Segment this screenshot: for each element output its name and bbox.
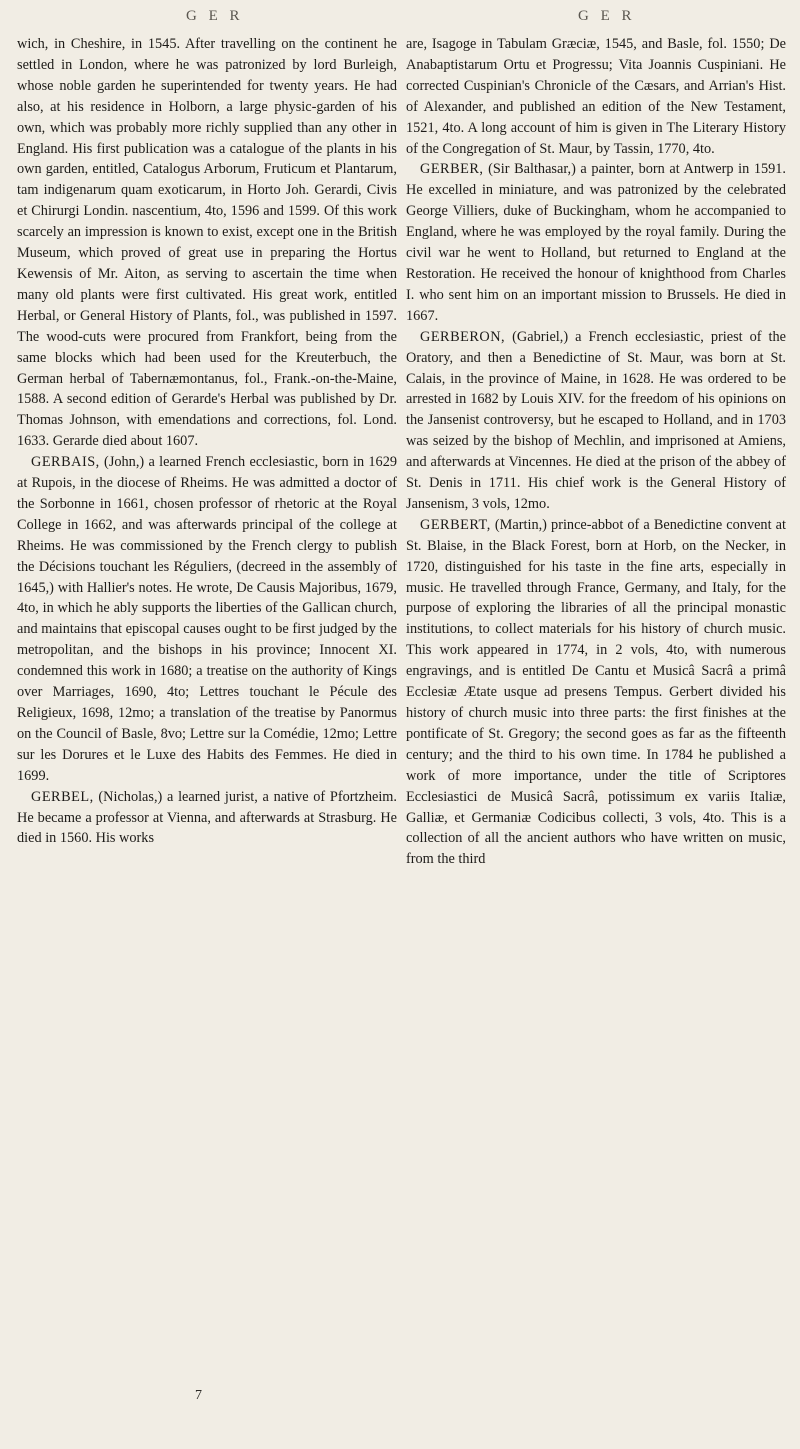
running-head-left: G E R — [186, 8, 244, 24]
right-column — [406, 34, 786, 870]
headword: GERBAIS, — [31, 454, 100, 471]
entry-text: (Sir Balthasar,) a painter, born at Antwerp in 1591. He excelled in miniature, and was patronized by the celebrated George Villiers, duke of Buckingham, whom he accompanied to England, where he was employed by the royal family. During the civil war he went to Holland, but returned to England at the Restoration. He received the honour of knighthood from Charles I. who sent him on an important mission to Brussels. He died in 1667. — [406, 161, 786, 324]
continuation-paragraph: wich, in Cheshire, in 1545. After travelling on the continent he settled in London, where he was patronized by lord Burleigh, whose noble garden he superintended for twenty years. He had also, at his residence in Holborn, a large physic-garden of his own, which was probably more richly supplied than any other in England. His first publication was a catalogue of the plants in his own garden, entitled, Catalogus Arborum, Fruticum et Plantarum, tam indigenarum quam exoticarum, in Horto Joh. Gerardi, Civis et Chirurgi Londin. nascentium, 4to, 1596 and 1599. Of this work scarcely an impression is known to exist, except one in the British Museum, which proved of great use in preparing the Hortus Kewensis of Mr. Aiton, as serving to ascertain the time when many old plants were first cultivated. His great work, entitled Herbal, or General History of Plants, fol., was published in 1597. The wood-cuts were procured from Frankfort, being from the same blocks which had been used for the Kreuterbuch, the German herbal of Tabernæmontanus, fol., Frank.-on-the-Maine, 1588. A second edition of Gerarde's Herbal was published by Dr. Thomas Johnson, with emendations and corrections, fol. Lond. 1633. Gerarde died about 1607. — [17, 36, 397, 450]
headword: GERBERT, — [420, 516, 491, 533]
entry-text: (Gabriel,) a French ecclesiastic, priest of the Oratory, and then a Benedictine of St. Maur, was born at St. Calais, in the province of Maine, in 1628. He was ordered to be arrested in 1682 by Louis XIV. for the freedom of his opinions on the Jansenist controversy, but he escaped to Holland, and in 1703 was seized by the bishop of Mechlin, and imprisoned at Amiens, and afterwards at Vincennes. He died at the prison of the abbey of St. Denis in 1711. His chief work is the General History of Jansenism, 3 vols, 12mo. — [406, 328, 786, 512]
running-head-right: G E R — [578, 8, 636, 24]
headword: GERBEL, — [31, 788, 94, 805]
entry-text: (Nicholas,) a learned jurist, a native of Pfortzheim. He became a professor at Vienna, and afterwards at Strasburg. He died in 1560. His works — [17, 788, 397, 847]
entry-gerberon — [406, 327, 786, 515]
entry-gerber — [406, 159, 786, 326]
continuation-paragraph: are, Isagoge in Tabulam Græciæ, 1545, and Basle, fol. 1550; De Anabaptistarum Ortu et Progressu; Vita Joannis Cuspiniani. He corrected Cuspinian's Chronicle of the Cæsars, and Arrian's Hist. of Alexander, and published an edition of the New Testament, 1521, 4to. A long account of him is given in The Literary History of the Congregation of St. Maur, by Tassin, 1770, 4to. — [406, 36, 786, 157]
headword: GERBER, — [420, 161, 484, 178]
entry-gerbel — [17, 787, 397, 850]
page-number: 7 — [195, 1388, 202, 1403]
entry-text: (John,) a learned French ecclesiastic, born in 1629 at Rupois, in the diocese of Rheims. He was admitted a doctor of the Sorbonne in 1661, chosen professor of rhetoric at the Royal College in 1662, and was afterwards principal of the college at Rheims. He was commissioned by the French clergy to publish the Décisions touchant les Réguliers, (decreed in the assembly of 1645,) with Hallier's notes. He wrote, De Causis Majoribus, 1679, 4to, in which he ably supports the liberties of the Gallican church, and maintains that episcopal causes ought to be first judged by the metropolitan, and the bishops in his province; Innocent XI. condemned this work in 1680; a treatise on the authority of Kings over Marriages, 1690, 4to; Lettres touchant le Pécule des Religieux, 1698, 12mo; a translation of the treatise by Panormus on the Council of Basle, 8vo; Lettre sur la Comédie, 12mo; Lettre sur les Dorures et le Luxe des Habits des Femmes. He died in 1699. — [17, 454, 397, 784]
entry-text: (Martin,) prince-abbot of a Benedictine convent at St. Blaise, in the Black Forest, born at Horb, on the Necker, in 1720, distinguished for his taste in the fine arts, especially in music. He travelled through France, Germany, and Italy, for the purpose of exploring the libraries of all the principal monastic institutions, to collect materials for his history of church music. This work appeared in 1774, in 2 vols, 4to, with numerous engravings, and is entitled De Cantu et Musicâ Sacrâ a primâ Ecclesiæ Ætate usque ad presens Tempus. Gerbert divided his history of church music into three parts: the first finishes at the pontificate of St. Gregory; the second goes as far as the fifteenth century; and the third to his own time. In 1784 he published a work of more importance, under the title of Scriptores Ecclesiastici de Musicâ Sacrâ, potissimum ex variis Italiæ, Galliæ, et Germaniæ Codicibus collecti, 3 vols, 4to. This is a collection of all the ancient authors who have written on music, from the third — [406, 516, 786, 868]
entry-gerbert — [406, 515, 786, 870]
headword: GERBERON, — [420, 328, 506, 345]
entry-gerbais — [17, 452, 397, 787]
left-column — [17, 34, 397, 849]
